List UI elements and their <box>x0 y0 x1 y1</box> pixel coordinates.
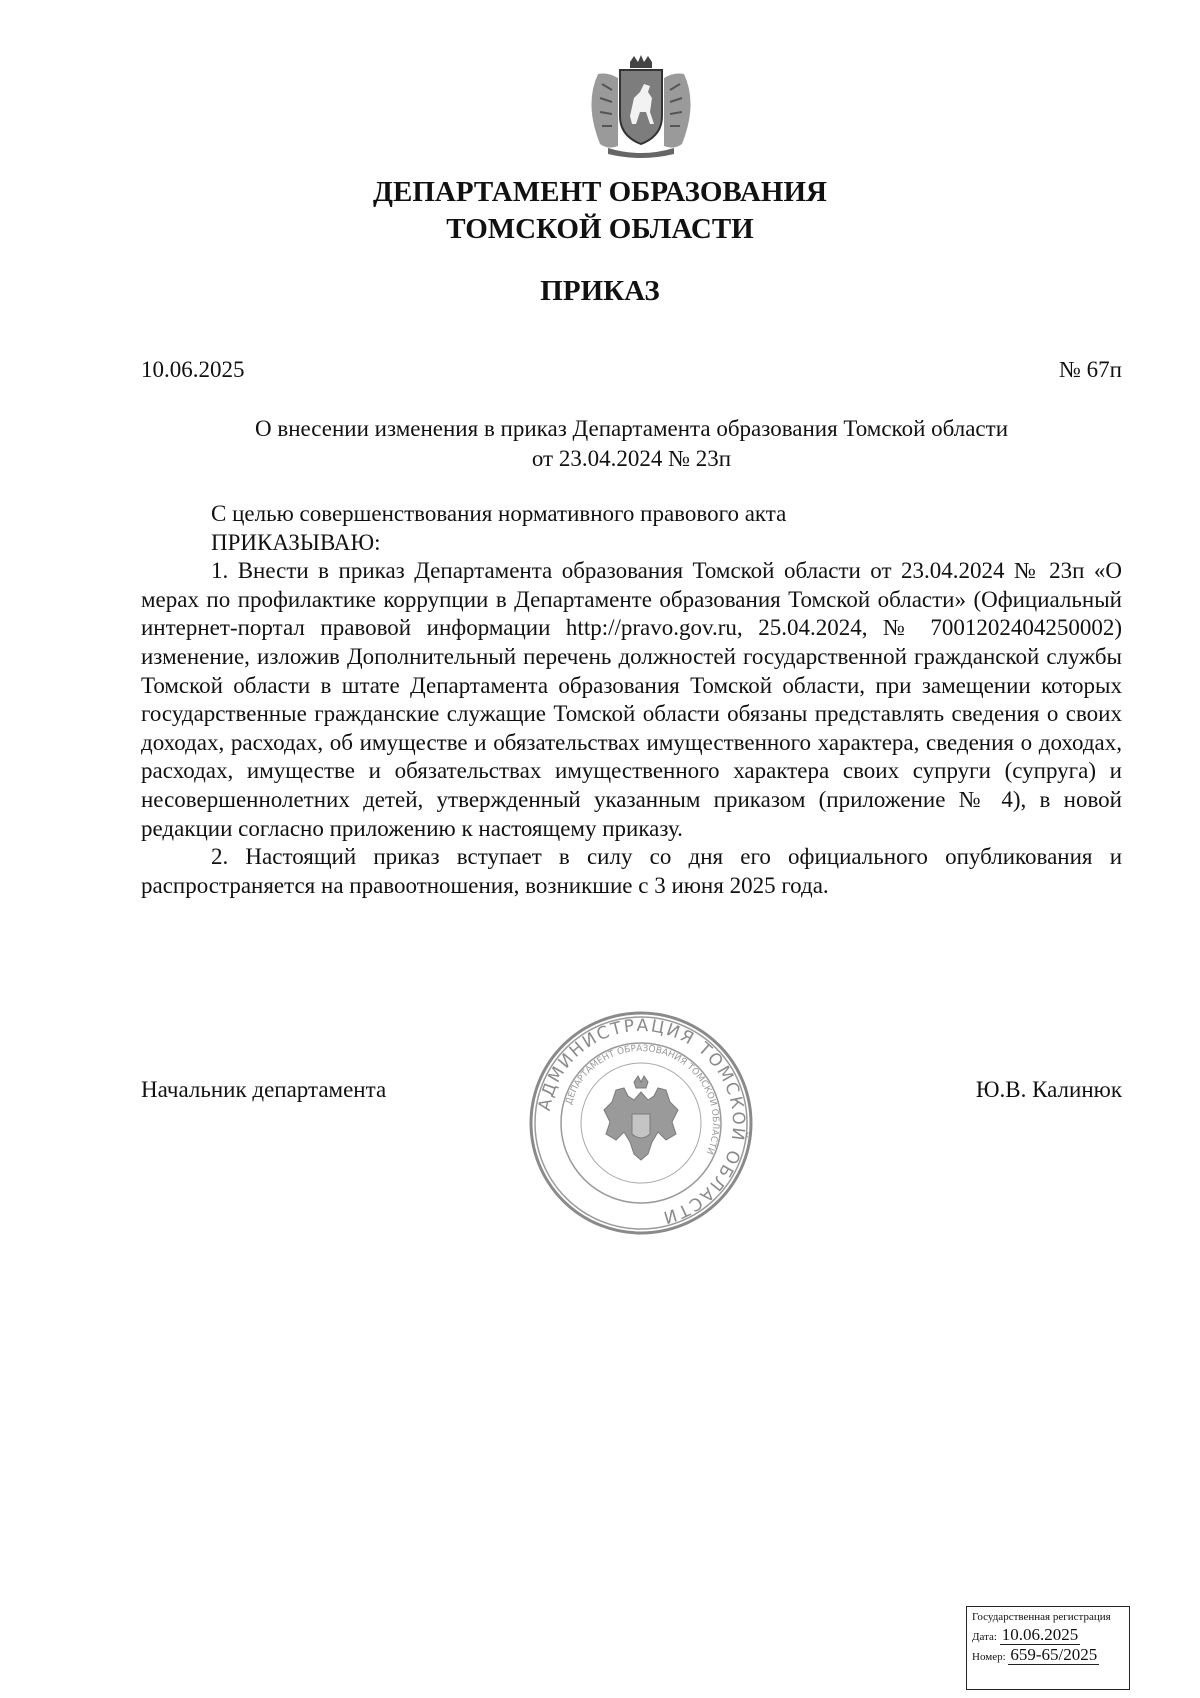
registration-number-label: Номер: <box>972 1651 1006 1663</box>
body-intro: С целью совершенствования нормативного правового акта <box>211 501 787 526</box>
coat-of-arms-icon <box>578 54 704 160</box>
body-item-2: 2. Настоящий приказ вступает в силу со дня его официального опубликования и распространяется на правоотношения, возникшие с 3 июня 2025 года. <box>141 844 1122 898</box>
double-headed-eagle-icon <box>604 1076 678 1160</box>
body-order-word: ПРИКАЗЫВАЮ: <box>211 529 381 555</box>
document-number: № 67п <box>1058 357 1122 382</box>
registration-date-value: 10.06.2025 <box>1001 1625 1079 1644</box>
document-type: ПРИКАЗ <box>540 275 660 307</box>
document-subject <box>141 414 1122 474</box>
signatory-position: Начальник департамента <box>141 1077 387 1102</box>
official-seal <box>528 1010 754 1236</box>
registration-date-label: Дата: <box>972 1631 997 1643</box>
department-title-line1: ДЕПАРТАМЕНТ ОБРАЗОВАНИЯ <box>373 176 827 208</box>
document-date: 10.06.2025 <box>141 357 245 382</box>
registration-title: Государственная регистрация <box>972 1611 1111 1623</box>
body-item-1: 1. Внести в приказ Департамента образования Томской области от 23.04.2024 № 23п «О мерах по профилактике коррупции в Департаменте образования Томской области» (Официальный интернет-портал правовой информации http://pravo.gov.ru, 25.04.2024, № 7001202404250002) изменение, изложив Дополнительный перечень должностей государственной гражданской службы Томской области в штате Департамента образования Томской области, при замещении которых государственные гражданские служащие Томской области обязаны представлять сведения о своих доходах, расходах, об имуществе и обязательствах имущественного характера, сведения о доходах, расходах, имуществе и обязательствах имущественного характера своих супруги (супруга) и несовершеннолетних детей, утвержденный указанным приказом (приложение № 4), в новой редакции согласно приложению к настоящему приказу. <box>141 558 1122 841</box>
subject-line1: О внесении изменения в приказ Департамента образования Томской области <box>254 416 1009 441</box>
seal-outer-text: АДМИНИСТРАЦИЯ ТОМСКОЙ ОБЛАСТИ <box>534 1015 749 1228</box>
department-title-line2: ТОМСКОЙ ОБЛАСТИ <box>446 213 754 245</box>
document-body <box>141 500 1122 900</box>
registration-number-value: 659-65/2025 <box>1010 1645 1098 1664</box>
subject-line2: от 23.04.2024 № 23п <box>531 446 732 471</box>
signatory-name: Ю.В. Калинюк <box>975 1077 1122 1102</box>
registration-date-row <box>972 1625 1124 1644</box>
registration-number-row <box>972 1645 1124 1664</box>
seal-inner-text: ДЕПАРТАМЕНТ ОБРАЗОВАНИЯ ТОМСКОЙ ОБЛАСТИ <box>564 1043 721 1156</box>
registration-stamp <box>966 1606 1130 1690</box>
